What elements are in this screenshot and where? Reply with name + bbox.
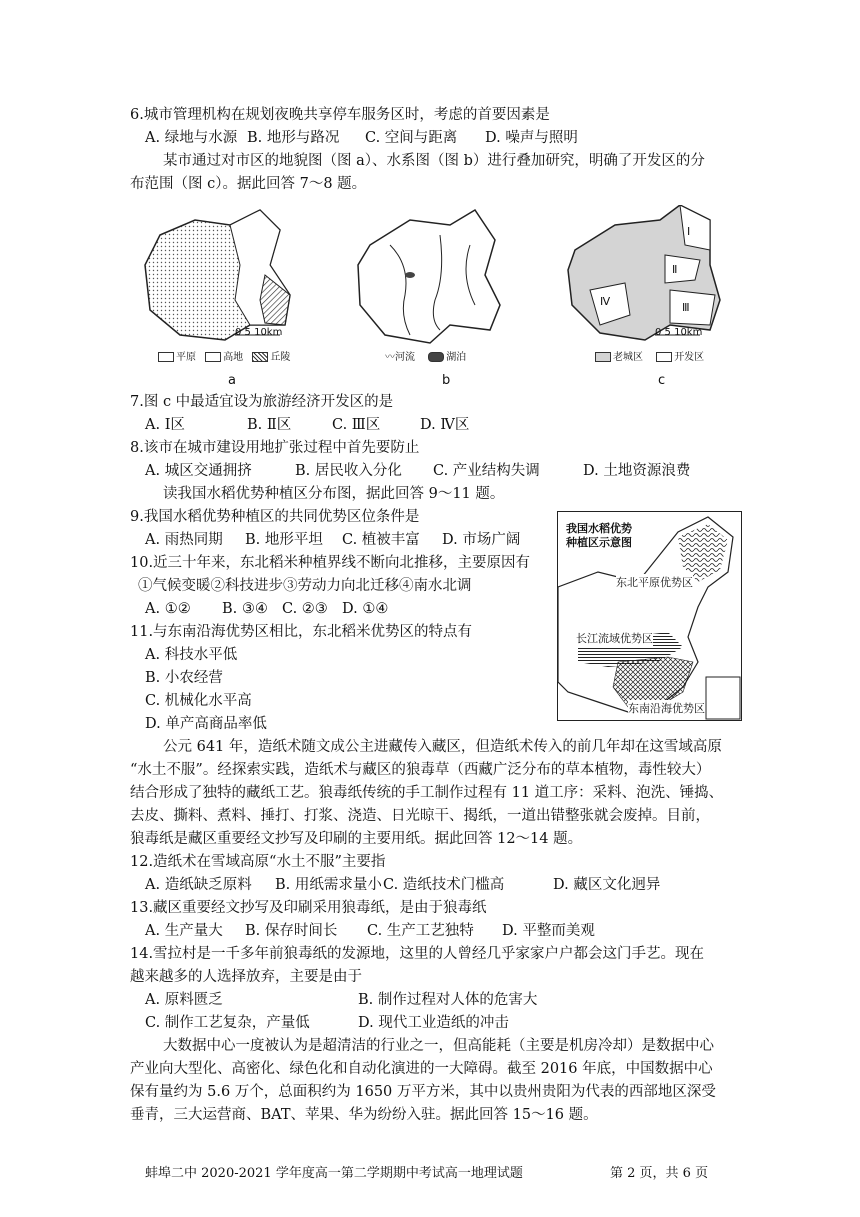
intro-7-8-line1: 某市通过对市区的地貌图（图 a）、水系图（图 b）进行叠加研究，明确了开发区的分 bbox=[163, 153, 705, 169]
intro-15-16-line3: 保有量约为 5.6 万个，总面积约为 1650 万平方米，其中以贵州贵阳为代表的西部地区深受 bbox=[130, 1084, 716, 1100]
q11-option-a: A. 科技水平低 bbox=[145, 647, 238, 663]
q10-options: A. ①② B. ③④ C. ②③ D. ①④ bbox=[145, 601, 389, 617]
intro-12-14-line1: 公元 641 年，造纸术随文成公主进藏传入藏区，但造纸术传入的前几年却在这雪域高原 bbox=[163, 739, 722, 755]
q8-stem: 8.该市在城市建设用地扩张过程中首先要防止 bbox=[130, 440, 420, 456]
q10-items: ①气候变暖②科技进步③劳动力向北迁移④南水北调 bbox=[138, 578, 472, 594]
intro-12-14-line5: 狼毒纸是藏区重要经文抄写及印刷的主要用纸。据此回答 12～14 题。 bbox=[130, 831, 583, 847]
southeast-region-label: 东南沿海优势区 bbox=[628, 702, 705, 715]
zone-2-label: Ⅱ bbox=[672, 263, 678, 276]
footer-page-number: 第 2 页，共 6 页 bbox=[610, 1166, 709, 1181]
q6-options bbox=[145, 127, 578, 149]
yangtze-region-label: 长江流域优势区 bbox=[576, 632, 653, 645]
q11-option-d: D. 单产高商品率低 bbox=[145, 716, 267, 732]
intro-12-14-line3: 结合形成了独特的藏纸工艺。狼毒纸传统的手工制作过程有 11 道工序：采料、泡洗、锤捣、 bbox=[130, 785, 724, 801]
q13-stem: 13.藏区重要经文抄写及印刷采用狼毒纸，是由于狼毒纸 bbox=[130, 900, 487, 916]
map-a-legend: 平原 高地 丘陵 bbox=[158, 348, 290, 363]
intro-15-16-line2: 产业向大型化、高密化、绿色化和自动化演进的一大障碍。截至 2016 年底，中国数据中心 bbox=[130, 1061, 713, 1077]
q12-stem: 12.造纸术在雪域高原“水土不服”主要指 bbox=[130, 854, 386, 870]
map-c bbox=[560, 205, 730, 355]
map-b-label: b bbox=[442, 373, 451, 388]
zone-4-label: Ⅳ bbox=[600, 295, 611, 308]
q14-stem-line2: 越来越多的人选择放弃，主要是由于 bbox=[130, 969, 362, 985]
intro-12-14-line4: 去皮、撕料、煮料、捶打、打浆、浇造、日光晾干、揭纸，一道出错整张就会废掉。目前， bbox=[130, 808, 710, 824]
q12-options: A. 造纸缺乏原料 B. 用纸需求量小C. 造纸技术门槛高 D. 藏区文化迥异 bbox=[145, 877, 661, 893]
rice-map-title: 我国水稻优势 种植区示意图 bbox=[566, 522, 632, 549]
map-b bbox=[350, 205, 510, 355]
rice-region-map bbox=[557, 511, 742, 721]
q7-stem: 7.图 c 中最适宜设为旅游经济开发区的是 bbox=[130, 394, 394, 410]
q6-option-c: C. 空间与距离 bbox=[365, 130, 458, 146]
map-a-label: a bbox=[228, 373, 236, 388]
q6-option-d: D. 噪声与照明 bbox=[485, 130, 578, 146]
intro-15-16-line4: 垂青，三大运营商、BAT、苹果、华为纷纷入驻。据此回答 15～16 题。 bbox=[130, 1107, 598, 1123]
q14-options-row2: C. 制作工艺复杂，产量低 D. 现代工业造纸的冲击 bbox=[145, 1015, 509, 1031]
q6-stem: 6.城市管理机构在规划夜晚共享停车服务区时，考虑的首要因素是 bbox=[130, 107, 550, 123]
q6-option-a: A. 绿地与水源 bbox=[145, 130, 238, 146]
q11-stem: 11.与东南沿海优势区相比，东北稻米优势区的特点有 bbox=[130, 624, 473, 640]
intro-15-16-line1: 大数据中心一度被认为是超清洁的行业之一，但高能耗（主要是机房冷却）是数据中心 bbox=[163, 1038, 714, 1054]
map-b-legend: 〰河流 湖泊 bbox=[385, 352, 467, 363]
footer-school: 蚌埠二中 2020-2021 学年度高一第二学期期中考试高一地理试题 bbox=[145, 1166, 523, 1181]
map-a-scale: 0 5 10km bbox=[235, 327, 283, 338]
q9-stem: 9.我国水稻优势种植区的共同优势区位条件是 bbox=[130, 509, 420, 525]
map-c-scale: 0 5 10km bbox=[655, 327, 703, 338]
map-c-legend: 老城区 开发区 bbox=[595, 348, 704, 363]
q10-stem: 10.近三十年来，东北稻米种植界线不断向北推移，主要原因有 bbox=[130, 555, 531, 571]
q14-stem-line1: 14.雪拉村是一千多年前狼毒纸的发源地，这里的人曾经几乎家家户户都会这门手艺。现在 bbox=[130, 946, 705, 962]
q7-options: A. Ⅰ区 B. Ⅱ区 C. Ⅲ区 D. Ⅳ区 bbox=[145, 417, 470, 433]
intro-9-11: 读我国水稻优势种植区分布图，据此回答 9～11 题。 bbox=[163, 486, 505, 502]
intro-12-14-line2: “水土不服”。经探索实践，造纸术与藏区的狼毒草（西藏广泛分布的草本植物，毒性较大） bbox=[130, 762, 711, 778]
zone-3-label: Ⅲ bbox=[682, 301, 690, 314]
q6-option-b: B. 地形与路况 bbox=[247, 130, 340, 146]
q11-option-c: C. 机械化水平高 bbox=[145, 693, 252, 709]
northeast-region-label: 东北平原优势区 bbox=[616, 576, 693, 589]
q9-options: A. 雨热同期 B. 地形平坦 C. 植被丰富 D. 市场广阔 bbox=[145, 532, 521, 548]
zone-1-label: Ⅰ bbox=[687, 225, 691, 238]
q13-options: A. 生产量大 B. 保存时间长 C. 生产工艺独特 D. 平整而美观 bbox=[145, 923, 595, 939]
q14-options-row1: A. 原料匮乏 B. 制作过程对人体的危害大 bbox=[145, 992, 538, 1008]
city-maps-figure bbox=[140, 205, 730, 390]
intro-7-8-line2: 布范围（图 c）。据此回答 7～8 题。 bbox=[130, 176, 367, 192]
q11-option-b: B. 小农经营 bbox=[145, 670, 223, 686]
map-c-label: c bbox=[658, 373, 666, 388]
q8-options: A. 城区交通拥挤 B. 居民收入分化 C. 产业结构失调 D. 土地资源浪费 bbox=[145, 463, 691, 479]
